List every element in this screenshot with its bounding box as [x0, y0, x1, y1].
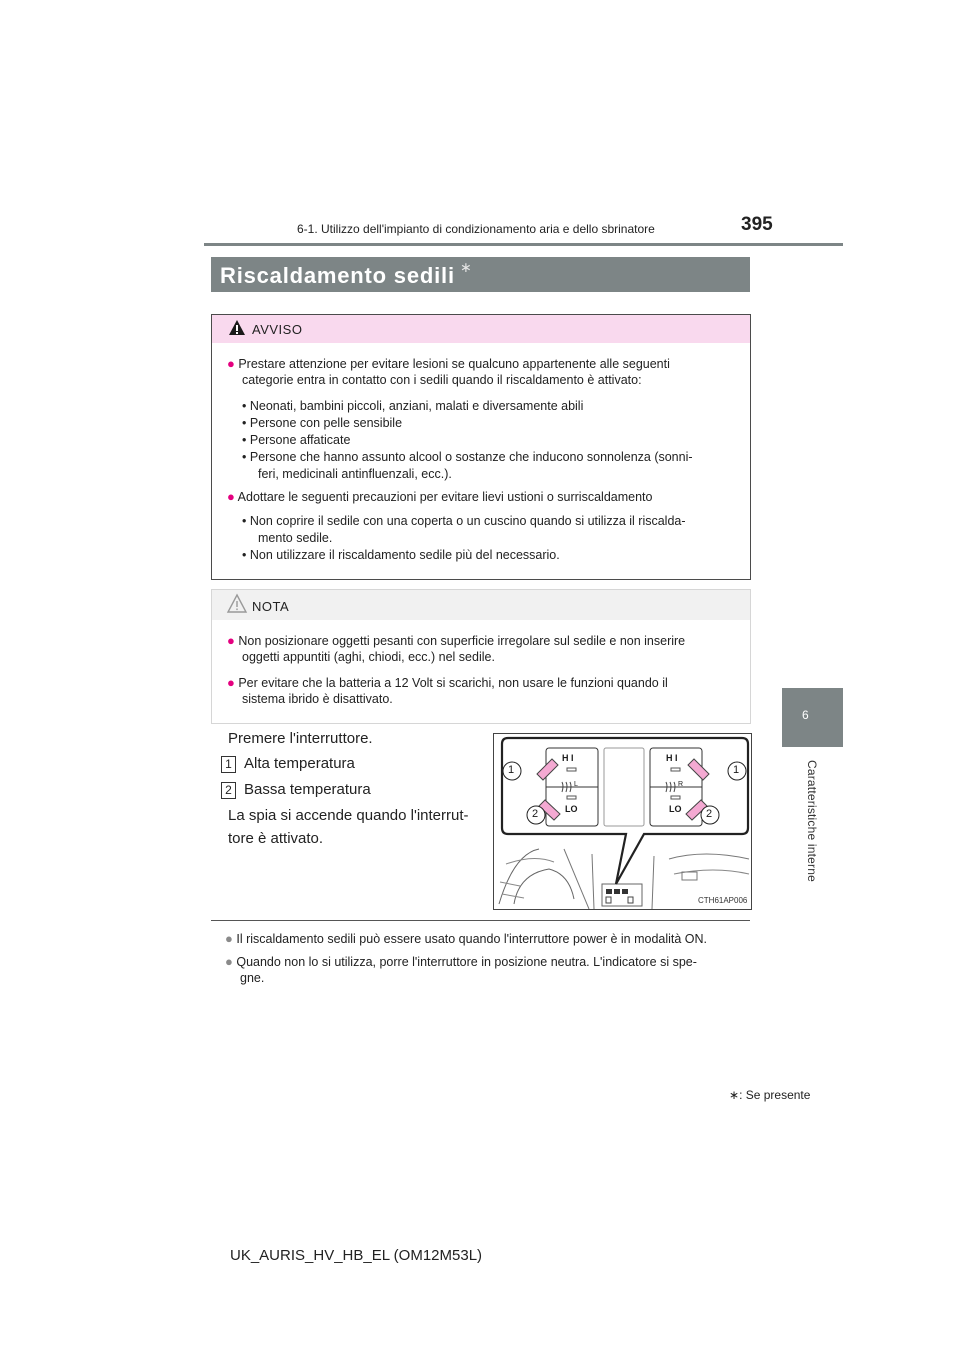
bullet-icon: ● [225, 954, 233, 969]
info-item-text: Quando non lo si utilizza, porre l'interruttore in posizione neutra. L'indicatore si spe- [236, 955, 697, 969]
warning-item [227, 488, 652, 506]
seat-heater-switch-figure [493, 733, 752, 910]
warning-box [211, 314, 751, 580]
note-box [211, 589, 751, 724]
footer-code: UK_AURIS_HV_HB_EL (OM12M53L) [230, 1247, 483, 1264]
chapter-label-text: Caratteristiche interne [805, 760, 819, 882]
info-item-text-cont: gne. [240, 971, 265, 985]
note-item [227, 632, 742, 650]
bullet-icon: ● [227, 633, 235, 648]
info-item [225, 930, 707, 948]
callout-number: 1 [221, 756, 236, 773]
warning-header [212, 315, 750, 343]
bullet-icon: ● [227, 356, 235, 371]
sub-bullet: • Non coprire il sedile con una coperta o un cuscino quando si utilizza il riscalda- [242, 514, 686, 528]
footnote-text: : Se presente [739, 1088, 811, 1102]
figure-callout-2: 2 [706, 808, 713, 820]
bullet-icon: ● [227, 489, 235, 504]
warning-item-text: Prestare attenzione per evitare lesioni se qualcuno appartenente alle seguenti [238, 357, 670, 371]
indicator-note-cont: tore è attivato. [228, 830, 324, 847]
bullet-icon: ● [225, 931, 233, 946]
sub-bullet-text-cont: feri, medicinali antinfluenzali, ecc.). [258, 467, 452, 481]
note-label: NOTA [252, 599, 290, 614]
footnote-mark: ∗ [729, 1088, 740, 1102]
left-lo-label: LO [565, 804, 578, 814]
section-title-bar [211, 257, 750, 292]
sub-bullet: • Persone che hanno assunto alcool o sostanze che inducono sonnolenza (sonni- [242, 450, 693, 464]
note-item-text: Non posizionare oggetti pesanti con superficie irregolare sul sedile e non inserire [238, 634, 686, 648]
footnote [729, 1088, 810, 1102]
right-hi-label: H I [666, 753, 678, 763]
sub-bullet-text: Persone affaticate [249, 433, 351, 447]
optional-mark: ∗ [460, 259, 472, 275]
item-label-high: Alta temperatura [244, 755, 355, 772]
sub-bullet-text: Persone che hanno assunto alcool o sostanze che inducono sonnolenza (sonni- [249, 450, 693, 464]
note-item-text-cont: oggetti appuntiti (aghi, chiodi, ecc.) nel sedile. [242, 650, 495, 664]
sub-bullet-text: Neonati, bambini piccoli, anziani, malati e diversamente abili [249, 399, 584, 413]
info-item-text: Il riscaldamento sedili può essere usato quando l'interruttore power è in modalità ON. [236, 932, 708, 946]
header-rule [204, 243, 843, 246]
right-seat-letter: R [678, 781, 684, 788]
note-item [227, 674, 742, 692]
figure-code: CTH61AP006 [698, 896, 748, 905]
figure-callout-2: 2 [532, 808, 539, 820]
dashboard-illustration [494, 734, 751, 909]
sub-bullet: • Persone con pelle sensibile [242, 416, 403, 430]
left-hi-label: H I [562, 753, 574, 763]
note-item-text: Per evitare che la batteria a 12 Volt si scarichi, non usare le funzioni quando il [238, 676, 668, 690]
warning-item-text-cont: categorie entra in contatto con i sedili quando il riscaldamento è attivato: [242, 373, 642, 387]
header-section-title: 6-1. Utilizzo dell'impianto di condizionamento aria e dello sbrinatore [297, 222, 655, 236]
sub-bullet: • Persone affaticate [242, 433, 351, 447]
sub-bullet-text: Non utilizzare il riscaldamento sedile più del necessario. [249, 548, 560, 562]
instruction-lead: Premere l'interruttore. [228, 730, 373, 747]
chapter-label [805, 760, 825, 900]
warning-item [227, 355, 742, 373]
figure-callout-1: 1 [508, 764, 515, 776]
item-label-low: Bassa temperatura [244, 781, 371, 798]
caution-triangle-icon [226, 593, 248, 615]
right-lo-label: LO [669, 804, 682, 814]
page-number: 395 [741, 214, 773, 235]
section-divider [211, 920, 750, 921]
bullet-icon: ● [227, 675, 235, 690]
note-header [212, 590, 750, 620]
chapter-number: 6 [802, 708, 809, 722]
left-seat-letter: L [574, 781, 578, 788]
chapter-tab [782, 688, 843, 747]
info-item [225, 953, 697, 971]
section-title: Riscaldamento sedili [220, 263, 455, 288]
sub-bullet-text: Non coprire il sedile con una coperta o un cuscino quando si utilizza il riscalda- [249, 514, 686, 528]
sub-bullet: • Non utilizzare il riscaldamento sedile più del necessario. [242, 548, 560, 562]
warning-triangle-icon [228, 319, 246, 337]
sub-bullet-text-cont: mento sedile. [258, 531, 333, 545]
figure-callout-1: 1 [733, 764, 740, 776]
sub-bullet: • Neonati, bambini piccoli, anziani, malati e diversamente abili [242, 399, 584, 413]
sub-bullet-text: Persone con pelle sensibile [249, 416, 403, 430]
indicator-note: La spia si accende quando l'interrut- [228, 807, 469, 824]
callout-number: 2 [221, 782, 236, 799]
note-item-text-cont: sistema ibrido è disattivato. [242, 692, 393, 706]
warning-label: AVVISO [252, 322, 303, 337]
warning-item-text: Adottare le seguenti precauzioni per evitare lievi ustioni o surriscaldamento [237, 490, 653, 504]
